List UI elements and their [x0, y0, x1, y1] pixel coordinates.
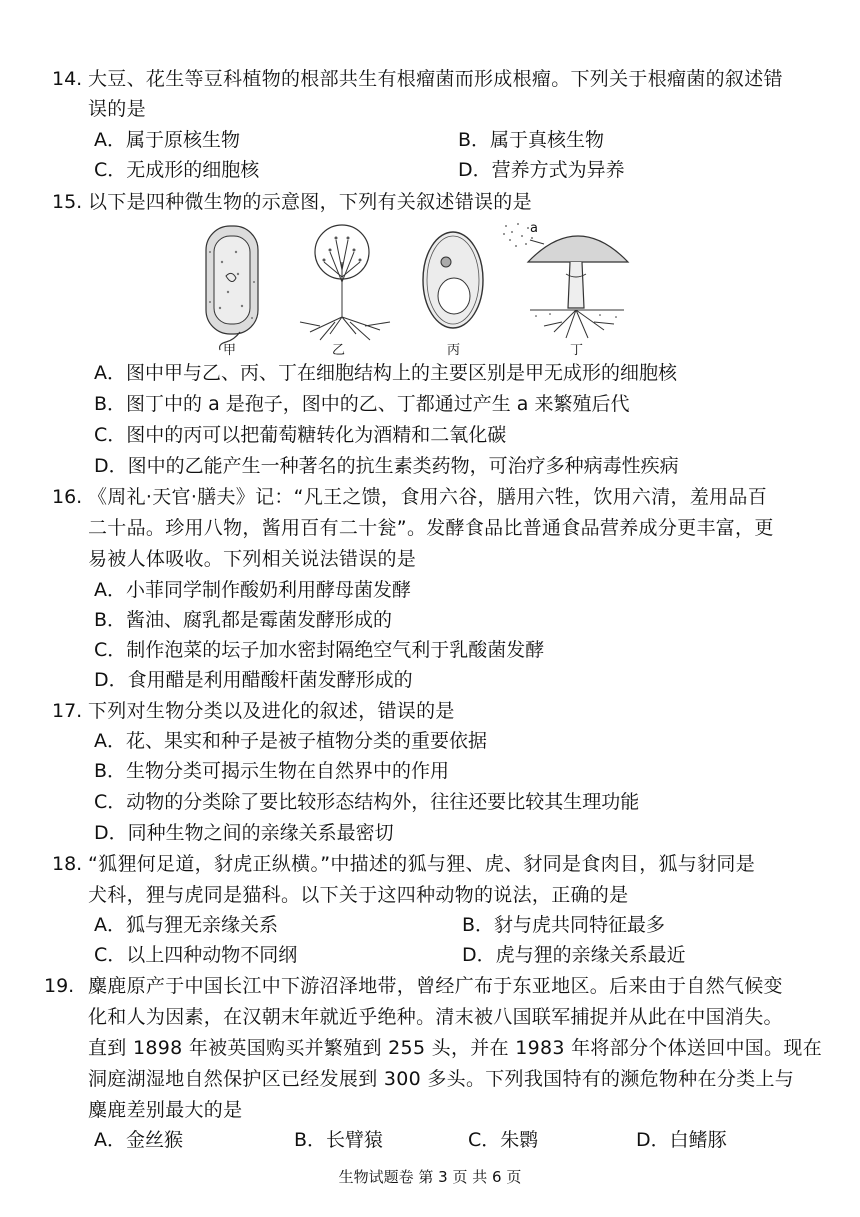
option-b: B．生物分类可揭示生物在自然界中的作用 — [94, 760, 450, 782]
question-stem-line: 误的是 — [88, 98, 146, 120]
question-number: 15. — [52, 191, 83, 213]
question-stem-line: 麋鹿原产于中国长江中下游沼泽地带，曾经广布于东亚地区。后来由于自然气候变 — [88, 975, 783, 997]
figure-label-jia: 甲 — [223, 343, 237, 358]
question-stem-line: 二十品。珍用八物，酱用百有二十瓮”。发酵食品比普通食品营养成分更丰富，更 — [88, 517, 774, 539]
option-c: C．制作泡菜的坛子加水密封隔绝空气利于乳酸菌发酵 — [94, 639, 545, 661]
option-c: C．以上四种动物不同纲 — [94, 944, 298, 966]
option-b: B．豺与虎共同特征最多 — [462, 914, 666, 936]
option-a: A．狐与狸无亲缘关系 — [94, 914, 278, 936]
question-number: 19. — [44, 975, 75, 997]
question-number: 16. — [52, 486, 83, 508]
option-a: A．图中甲与乙、丙、丁在细胞结构上的主要区别是甲无成形的细胞核 — [94, 362, 677, 384]
figure-label-yi: 乙 — [332, 343, 346, 358]
figure-label-ding: 丁 — [570, 343, 584, 358]
option-d: D．白鳍豚 — [636, 1129, 727, 1151]
option-a: A．金丝猴 — [94, 1129, 183, 1151]
question-stem-line: 犬科，狸与虎同是猫科。以下关于这四种动物的说法，正确的是 — [88, 884, 629, 906]
question-stem-line: 下列对生物分类以及进化的叙述，错误的是 — [88, 700, 455, 722]
option-a: A．花、果实和种子是被子植物分类的重要依据 — [94, 730, 487, 752]
option-a: A．小菲同学制作酸奶利用酵母菌发酵 — [94, 579, 411, 601]
question-stem-line: 以下是四种微生物的示意图，下列有关叙述错误的是 — [88, 191, 532, 213]
mushroom-figure — [500, 218, 630, 343]
option-b: B．酱油、腐乳都是霉菌发酵形成的 — [94, 609, 393, 631]
bacterium-figure — [192, 222, 272, 352]
question-number: 14. — [52, 68, 83, 90]
penicillium-figure — [290, 222, 400, 342]
option-c: C．无成形的细胞核 — [94, 159, 260, 181]
option-d: D．营养方式为异养 — [458, 159, 625, 181]
option-d: D．图中的乙能产生一种著名的抗生素类药物，可治疗多种病毒性疾病 — [94, 455, 679, 477]
figure-label-bing: 丙 — [447, 343, 461, 358]
yeast-figure — [418, 226, 488, 336]
question-number: 18. — [52, 853, 83, 875]
option-b: B．图丁中的 a 是孢子，图中的乙、丁都通过产生 a 来繁殖后代 — [94, 393, 630, 415]
question-stem-line: 易被人体吸收。下列相关说法错误的是 — [88, 548, 417, 570]
page-footer: 生物试题卷 第 3 页 共 6 页 — [338, 1168, 522, 1186]
question-stem-line: 化和人为因素，在汉朝末年就近乎绝种。清末被八国联军捕捉并从此在中国消失。 — [88, 1006, 783, 1028]
option-d: D．同种生物之间的亲缘关系最密切 — [94, 822, 394, 844]
question-stem-line: “狐狸何足道，豺虎正纵横。”中描述的狐与狸、虎、豺同是食肉目，狐与豺同是 — [88, 853, 755, 875]
option-c: C．动物的分类除了要比较形态结构外，往往还要比较其生理功能 — [94, 791, 640, 813]
option-d: D．食用醋是利用醋酸杆菌发酵形成的 — [94, 669, 413, 691]
question-stem-line: 直到 1898 年被英国购买并繁殖到 255 头，并在 1983 年将部分个体送回中国。现在 — [88, 1037, 823, 1059]
option-d: D．虎与狸的亲缘关系最近 — [462, 944, 686, 966]
question-stem-line: 大豆、花生等豆科植物的根部共生有根瘤菌而形成根瘤。下列关于根瘤菌的叙述错 — [88, 68, 783, 90]
question-stem-line: 麋鹿差别最大的是 — [88, 1099, 243, 1121]
figure-label-a: a — [530, 221, 538, 236]
question-stem-line: 洞庭湖湿地自然保护区已经发展到 300 多头。下列我国特有的濒危物种在分类上与 — [88, 1068, 795, 1090]
question-number: 17. — [52, 700, 83, 722]
option-b: B．长臂猿 — [294, 1129, 384, 1151]
option-a: A．属于原核生物 — [94, 129, 240, 151]
option-c: C．图中的丙可以把葡萄糖转化为酒精和二氧化碳 — [94, 424, 507, 446]
option-b: B．属于真核生物 — [458, 129, 605, 151]
option-c: C．朱鹮 — [468, 1129, 539, 1151]
question-stem-line: 《周礼·天官·膳夫》记：“凡王之馈，食用六谷，膳用六牲，饮用六清，羞用品百 — [88, 486, 768, 508]
